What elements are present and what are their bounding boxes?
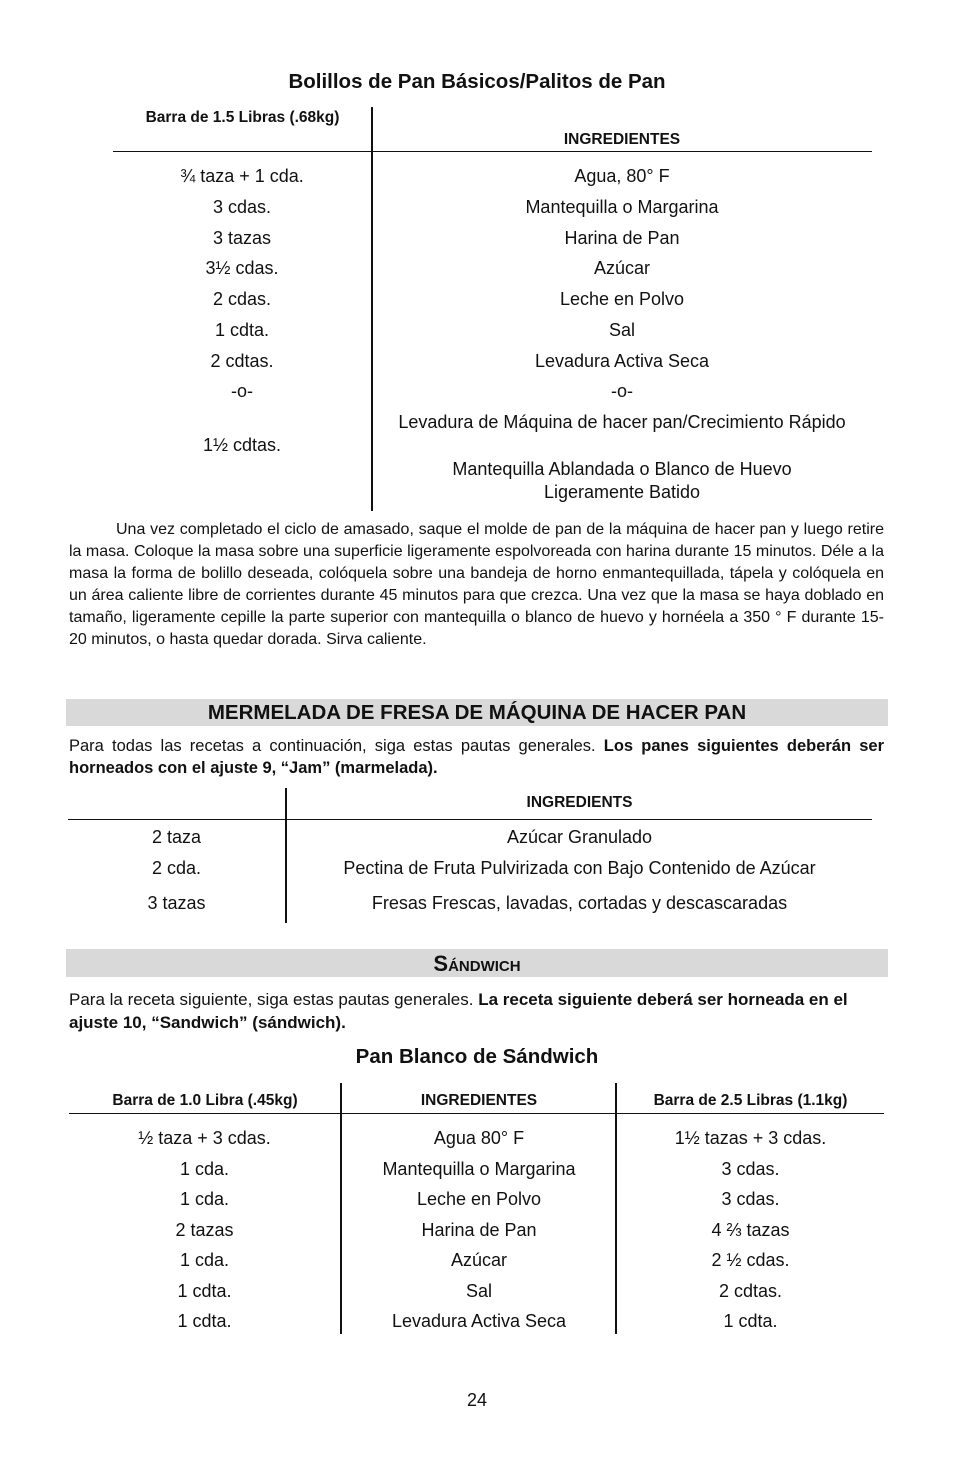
- table1-amount: 1 cdta.: [214, 320, 270, 340]
- jam-intro-bold: Los panes siguientes deberán ser horneados con el ajuste 9, “Jam” (marmelada).: [69, 737, 884, 777]
- section-title-jam: MERMELADA DE FRESA DE MÁQUINA DE HACER PAN: [207, 701, 747, 724]
- table3-small-amount: 1 cda.: [179, 1189, 230, 1209]
- table2-amount: 2 cda.: [151, 858, 202, 878]
- table3-small-amount: 1 cda.: [179, 1250, 230, 1270]
- table3-small-amount: 1 cdta.: [177, 1280, 232, 1301]
- recipe-title-bolillos: Bolillos de Pan Básicos/Palitos de Pan: [288, 70, 666, 93]
- table1-amount: ¾ taza + 1 cda.: [180, 166, 304, 186]
- table1-amount: 1½ cdtas.: [202, 435, 282, 455]
- table3-ingredient: Agua 80° F: [433, 1128, 525, 1148]
- table3-large-amount: 2 cdtas.: [718, 1280, 783, 1301]
- table2-ingredient: Fresas Frescas, lavadas, cortadas y descascaradas: [371, 893, 788, 913]
- table1-amount: 3 cdas.: [212, 197, 272, 217]
- table1-header-rule: [113, 151, 872, 152]
- table2-amount: 3 tazas: [147, 893, 206, 913]
- table3-small-amount: 2 tazas: [175, 1219, 234, 1240]
- table2-ingredient: Pectina de Fruta Pulvirizada con Bajo Contenido de Azúcar: [343, 858, 816, 878]
- table1-amount: 2 cdas.: [212, 289, 272, 309]
- table3-small-amount: ½ taza + 3 cdas.: [138, 1128, 271, 1148]
- table1-amount: 2 cdtas.: [210, 351, 274, 371]
- table1-header-ingredients: INGREDIENTES: [563, 131, 681, 148]
- table3-large-amount: 3 cdas.: [721, 1189, 780, 1209]
- table1-ingredient: -o-: [611, 381, 633, 401]
- table3-header-ingredients: INGREDIENTES: [420, 1092, 538, 1109]
- table3-ingredient: Leche en Polvo: [416, 1189, 542, 1209]
- table1-ingredient: Agua, 80° F: [574, 166, 670, 186]
- table1-ingredient: Mantequilla o Margarina: [525, 197, 719, 217]
- table3-large-amount: 1 cdta.: [723, 1311, 778, 1331]
- table3-small-amount: 1 cdta.: [177, 1311, 232, 1331]
- table3-header-small: Barra de 1.0 Libra (.45kg): [112, 1092, 298, 1109]
- table1-ingredient: Levadura de Máquina de hacer pan/Crecimiento Rápido: [398, 412, 846, 432]
- sandwich-intro: [69, 988, 884, 1034]
- table1-amount: 3½ cdas.: [205, 258, 279, 278]
- table1-divider: [371, 107, 373, 511]
- table3-large-amount: 4 ⅔ tazas: [711, 1219, 790, 1240]
- table3-ingredient: Mantequilla o Margarina: [382, 1158, 576, 1179]
- table1-ingredient: Harina de Pan: [564, 228, 680, 248]
- section-band-jam: [66, 699, 888, 726]
- table1-ingredient: Levadura Activa Seca: [534, 351, 710, 371]
- jam-intro-plain: Para todas las recetas a continuación, siga estas pautas generales.: [69, 737, 604, 755]
- table3-large-amount: 1½ tazas + 3 cdas.: [674, 1128, 827, 1148]
- bolillos-instructions-text: Una vez completado el ciclo de amasado, saque el molde de pan de la máquina de hacer pan y luego retire la masa. Coloque la masa sobre una superficie ligeramente espolvoreada con harina durante 15 minutos. Déle a la masa la forma de bolillo deseada, colóquela sobre una bandeja de horno enmantequillada, tápela y colóquela en un área caliente libre de corrientes durante 45 minutos para que crezca. Una vez que la masa se haya doblado en tamaño, ligeramente cepille la parte superior con mantequilla o blanco de huevo y hornéela a 350 ° F durante 15-20 minutos, o hasta quedar dorada. Sirva caliente.: [69, 521, 884, 648]
- table2-ingredient: Azúcar Granulado: [506, 827, 653, 847]
- table1-ingredient: Leche en Polvo: [559, 289, 685, 309]
- table3-small-amount: 1 cda.: [179, 1158, 230, 1179]
- jam-intro: [69, 735, 884, 779]
- table3-large-amount: 3 cdas.: [721, 1158, 780, 1179]
- table3-ingredient: Azúcar: [450, 1250, 508, 1270]
- bolillos-instructions: [69, 519, 884, 651]
- section-band-sandwich: [66, 949, 888, 977]
- table1-ingredient: Sal: [608, 320, 635, 340]
- table3-ingredient: Levadura Activa Seca: [391, 1311, 567, 1331]
- table3-ingredient: Sal: [465, 1280, 492, 1301]
- table1-amount: -o-: [231, 381, 253, 401]
- table1-ingredient: Azúcar: [593, 258, 651, 278]
- recipe-title-sandwich: Pan Blanco de Sándwich: [355, 1045, 599, 1068]
- table2-header-rule: [68, 819, 872, 820]
- table3-header-rule: [69, 1113, 884, 1114]
- table2-header-ingredients: INGREDIENTS: [526, 794, 633, 811]
- sandwich-intro-bold: La receta siguiente deberá ser horneada en el ajuste 10, “Sandwich” (sándwich).: [69, 990, 848, 1032]
- table1-header-amount: Barra de 1.5 Libras (.68kg): [145, 109, 340, 126]
- table3-large-amount: 2 ½ cdas.: [711, 1250, 790, 1270]
- section-title-sandwich: Sándwich: [433, 951, 521, 976]
- table3-ingredient: Harina de Pan: [421, 1219, 537, 1240]
- sandwich-intro-plain: Para la receta siguiente, siga estas pautas generales.: [69, 990, 479, 1009]
- table3-header-large: Barra de 2.5 Libras (1.1kg): [653, 1092, 848, 1109]
- page-number: 24: [466, 1390, 488, 1410]
- table1-amount: 3 tazas: [212, 228, 272, 248]
- table2-amount: 2 taza: [151, 827, 202, 847]
- table1-extra-ingredient: Mantequilla Ablandada o Blanco de Huevo Ligeramente Batido: [452, 459, 792, 502]
